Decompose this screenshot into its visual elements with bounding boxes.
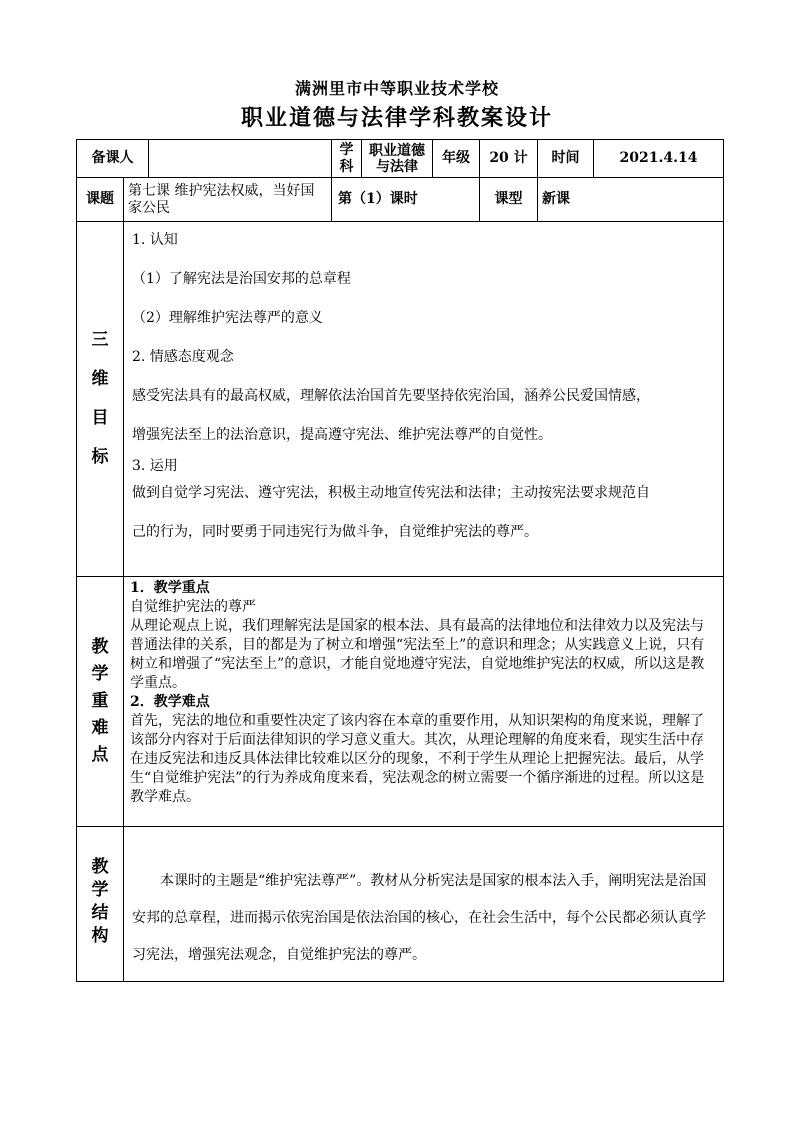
keys-label-char: 点: [91, 745, 109, 765]
document-title: 职业道德与法律学科教案设计: [240, 105, 553, 131]
school-name: 满洲里市中等职业技术学校: [294, 79, 499, 98]
structure-label-char: 教: [91, 857, 109, 877]
goal-line: （2）理解维护宪法尊严的意义: [132, 310, 323, 326]
goal-line: 增强宪法至上的法治意识，提高遵守宪法、维护宪法尊严的自觉性。: [132, 427, 552, 443]
topic-label: 课题: [77, 178, 124, 222]
preparer-label: 备课人: [77, 140, 149, 178]
goal-line: （1）了解宪法是治国安邦的总章程: [132, 271, 351, 287]
type-label: 课型: [480, 178, 538, 222]
goals-label-char: 三: [91, 330, 109, 350]
structure-content: [124, 827, 724, 982]
goal-line: 1. 认知: [132, 232, 178, 248]
keys-label-char: 重: [91, 691, 109, 711]
keys-row: [77, 577, 724, 827]
subject-value: 职业道德与法律: [362, 140, 433, 178]
keys-label-char: 教: [91, 637, 109, 657]
keys-label: [77, 577, 124, 827]
difficulty-text: 首先，宪法的地位和重要性决定了该内容在本章的重要作用，从知识架构的角度来说，理解了该部分内容对于后面法律知识的学习意义重大。其次，从理论理解的角度来看，现实生活中存在违反宪法和违反具体法律比较难以区分的现象，不利于学生从理论上把握宪法。最后，从学生“自觉维护宪法”的行为养成角度来看，宪法观念的树立需要一个循序渐进的过程。所以这是教学难点。: [130, 713, 705, 805]
goal-line: 感受宪法具有的最高权威，理解依法治国首先要坚持依宪治国，涵养公民爱国情感，: [132, 388, 650, 404]
lesson-plan-table: [76, 139, 724, 982]
difficulty-heading: 2．教学难点: [130, 694, 210, 710]
goal-line: 3. 运用: [132, 458, 178, 474]
period-value: 第（1）课时: [332, 178, 480, 222]
focus-text: 从理论观点上说，我们理解宪法是国家的根本法、具有最高的法律地位和法律效力以及宪法与普通法律的关系，目的都是为了树立和增强“宪法至上”的意识和理念；从实践意义上说，只有树立和增强了“宪法至上”的意识，才能自觉地遵守宪法，自觉地维护宪法的权威，所以这是教学重点。: [130, 618, 705, 691]
focus-subtitle: 自觉维护宪法的尊严: [130, 599, 256, 615]
goals-content: [124, 222, 724, 577]
structure-row: [77, 827, 724, 982]
goals-label-char: 标: [91, 447, 109, 467]
goals-label: [77, 222, 124, 577]
type-value: 新课: [538, 178, 724, 222]
preparer-value: [149, 140, 332, 178]
topic-value: 第七课 维护宪法权威，当好国家公民: [124, 178, 332, 222]
structure-label-char: 学: [91, 880, 109, 900]
keys-label-char: 难: [91, 718, 109, 738]
info-row: [77, 140, 724, 178]
goals-label-char: 目: [91, 408, 109, 428]
structure-text: 本课时的主题是“维护宪法尊严”。教材从分析宪法是国家的根本法入手，阐明宪法是治国安邦的总章程，进而揭示依宪治国是依法治国的核心，在社会生活中，每个公民都必须认真学习宪法，增强宪法观念，自觉维护宪法的尊严。: [132, 873, 707, 963]
structure-label-char: 结: [91, 903, 109, 923]
focus-heading: 1．教学重点: [130, 580, 210, 596]
grade-value: 20 计: [480, 140, 538, 178]
goals-row: [77, 222, 724, 577]
structure-label: [77, 827, 124, 982]
subject-label: 学科: [332, 140, 362, 178]
goal-line: 2. 情感态度观念: [132, 349, 234, 365]
goal-line: 己的行为，同时要勇于同违宪行为做斗争，自觉维护宪法的尊严。: [132, 524, 538, 540]
goal-line: 做到自觉学习宪法、遵守宪法，积极主动地宣传宪法和法律；主动按宪法要求规范自: [132, 485, 650, 501]
grade-label: 年级: [433, 140, 480, 178]
goals-label-char: 维: [91, 369, 109, 389]
time-label: 时间: [538, 140, 594, 178]
keys-content: [124, 577, 724, 827]
keys-label-char: 学: [91, 664, 109, 684]
topic-row: [77, 178, 724, 222]
time-value: 2021.4.14: [594, 140, 724, 178]
structure-label-char: 构: [91, 926, 109, 946]
